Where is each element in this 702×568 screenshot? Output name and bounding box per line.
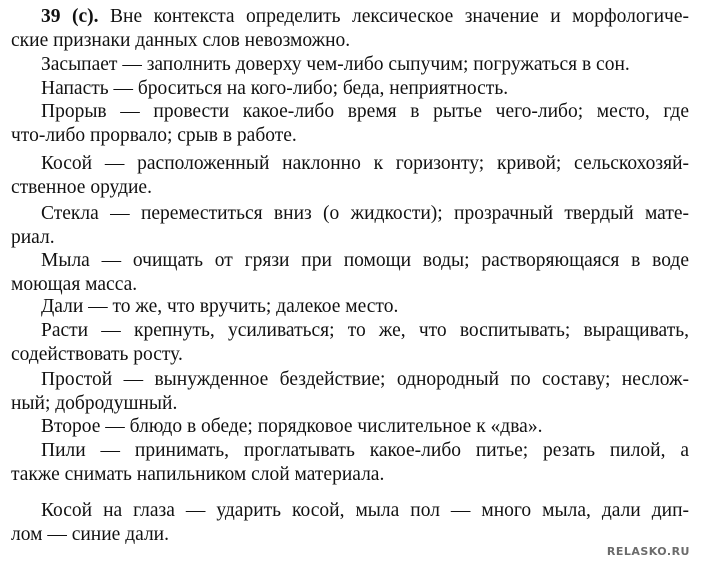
entry-napast: Напасть — броситься на кого-либо; беда, неприятность. [41, 78, 509, 99]
entry-prostoy-cont: ный; добродушный. [11, 393, 178, 414]
entry-vtoroe: Второе — блюдо в обеде; порядковое числительное к «два». [41, 416, 543, 437]
entry-zasypaet: Засыпает — заполнить доверху чем-либо сыпучим; погружаться в сон. [41, 54, 630, 75]
exercise-number: 39 (с). [41, 6, 99, 27]
entry-myla: Мыла — очищать от грязи при помощи воды; растворяющаяся в воде [41, 250, 689, 271]
entry-dali: Дали — то же, что вручить; далекое место. [41, 296, 399, 317]
summary-line-cont: лом — синие дали. [11, 524, 169, 545]
entry-myla-cont: моющая масса. [11, 274, 138, 295]
entry-kosoy: Косой — расположенный наклонно к горизонту; кривой; сельскохозяй- [41, 153, 689, 174]
entry-kosoy-cont: ственное орудие. [11, 177, 152, 198]
text-line-1-body: Вне контекста определить лексическое значение и морфологиче- [110, 6, 689, 27]
entry-stekla: Стекла — переместиться вниз (о жидкости); прозрачный твердый мате- [41, 203, 689, 224]
entry-pili: Пили — принимать, проглатывать какое-либо питье; резать пилой, а [41, 440, 689, 461]
entry-rasti: Расти — крепнуть, усиливаться; то же, что воспитывать; выращивать, [41, 320, 689, 341]
entry-stekla-cont: риал. [11, 227, 55, 248]
entry-proryv: Прорыв — провести какое-либо время в рытье чего-либо; место, где [41, 101, 689, 122]
entry-pili-cont: также снимать напильником слой материала. [11, 464, 385, 485]
text-line-2: ские признаки данных слов невозможно. [11, 30, 351, 51]
site-watermark: RELASKO.RU [606, 545, 690, 558]
entry-prostoy: Простой — вынужденное бездействие; однородный по составу; неслож- [41, 369, 689, 390]
summary-line: Косой на глаза — ударить косой, мыла пол — много мыла, дали дип- [41, 500, 689, 521]
text-line-1 [41, 6, 689, 28]
entry-proryv-cont: что-либо прорвало; срыв в работе. [11, 125, 297, 146]
entry-rasti-cont: содействовать росту. [11, 344, 183, 365]
